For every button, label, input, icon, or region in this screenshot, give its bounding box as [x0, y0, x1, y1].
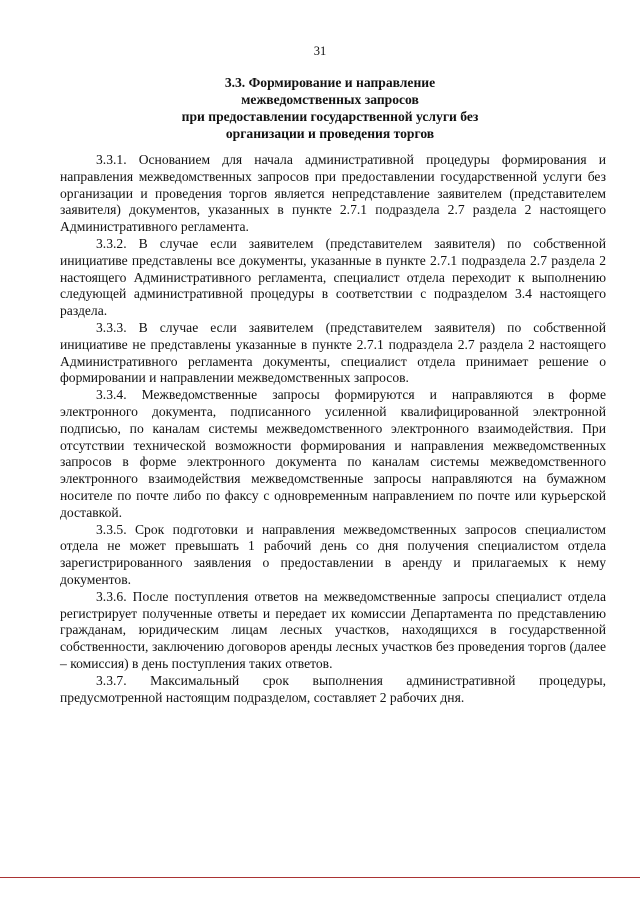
section-heading — [110, 74, 550, 142]
document-body — [60, 152, 606, 706]
paragraph-3-3-6: 3.3.6. После поступления ответов на межведомственные запросы специалист отдела регистрирует полученные ответы и передает их комиссии Департамента по представлению гражданам, юридическим лицам лесных участков, находящихся в государственной собственности, заключению договоров аренды лесных участков без проведения торгов (далее – комиссия) в день поступления таких ответов. — [60, 588, 606, 671]
paragraph-3-3-4: 3.3.4. Межведомственные запросы формируются и направляются в форме электронного документа, подписанного усиленной квалифицированной электронной подписью, по каналам системы межведомственного электронного взаимодействия. При отсутствии технической возможности формирования и направления межведомственных запросов в форме электронного документа по каналам системы межведомственного электронного взаимодействия межведомственные запросы направляются на бумажном носителе по почте либо по факсу с одновременным направлением по почте или курьерской доставкой. — [60, 387, 606, 520]
paragraph-3-3-7: 3.3.7. Максимальный срок выполнения административной процедуры, предусмотренной настоящим подразделом, составляет 2 рабочих дня. — [60, 672, 606, 705]
heading-line-2: межведомственных запросов — [241, 92, 419, 107]
heading-line-4: организации и проведения торгов — [225, 126, 435, 141]
page-number: 31 — [313, 44, 327, 58]
heading-line-3: при предоставлении государственной услуги без — [181, 109, 479, 124]
heading-line-1: 3.3. Формирование и направление — [224, 75, 436, 90]
paragraph-3-3-2: 3.3.2. В случае если заявителем (представителем заявителя) по собственной инициативе представлены все документы, указанные в пункте 2.7.1 подраздела 2.7 раздела 2 настоящего Административного регламента, специалист отдела переходит к выполнению следующей административной процедуры в соответствии с подразделом 3.4 настоящего раздела. — [60, 235, 606, 319]
paragraph-3-3-5: 3.3.5. Срок подготовки и направления межведомственных запросов специалистом отдела не может превышать 1 рабочий день со дня получения специалистом отдела зарегистрированного заявления о предоставлении в аренду и прилагаемых к нему документов. — [60, 521, 606, 587]
paragraph-3-3-3: 3.3.3. В случае если заявителем (представителем заявителя) по собственной инициативе не представлены указанные в пункте 2.7.1 подраздела 2.7 раздела 2 настоящего Административного регламента документы, специалист отдела принимает решение о формировании и направлении межведомственных запросов. — [60, 319, 606, 386]
page-bottom-edge — [0, 877, 640, 878]
paragraph-3-3-1: 3.3.1. Основанием для начала административной процедуры формирования и направления межведомственных запросов при предоставлении государственной услуги без организации и проведения торгов является непредставление заявителем (представителем заявителя) документов, указанных в пункте 2.7.1 подраздела 2.7 раздела 2 настоящего Административного регламента. — [60, 152, 606, 235]
